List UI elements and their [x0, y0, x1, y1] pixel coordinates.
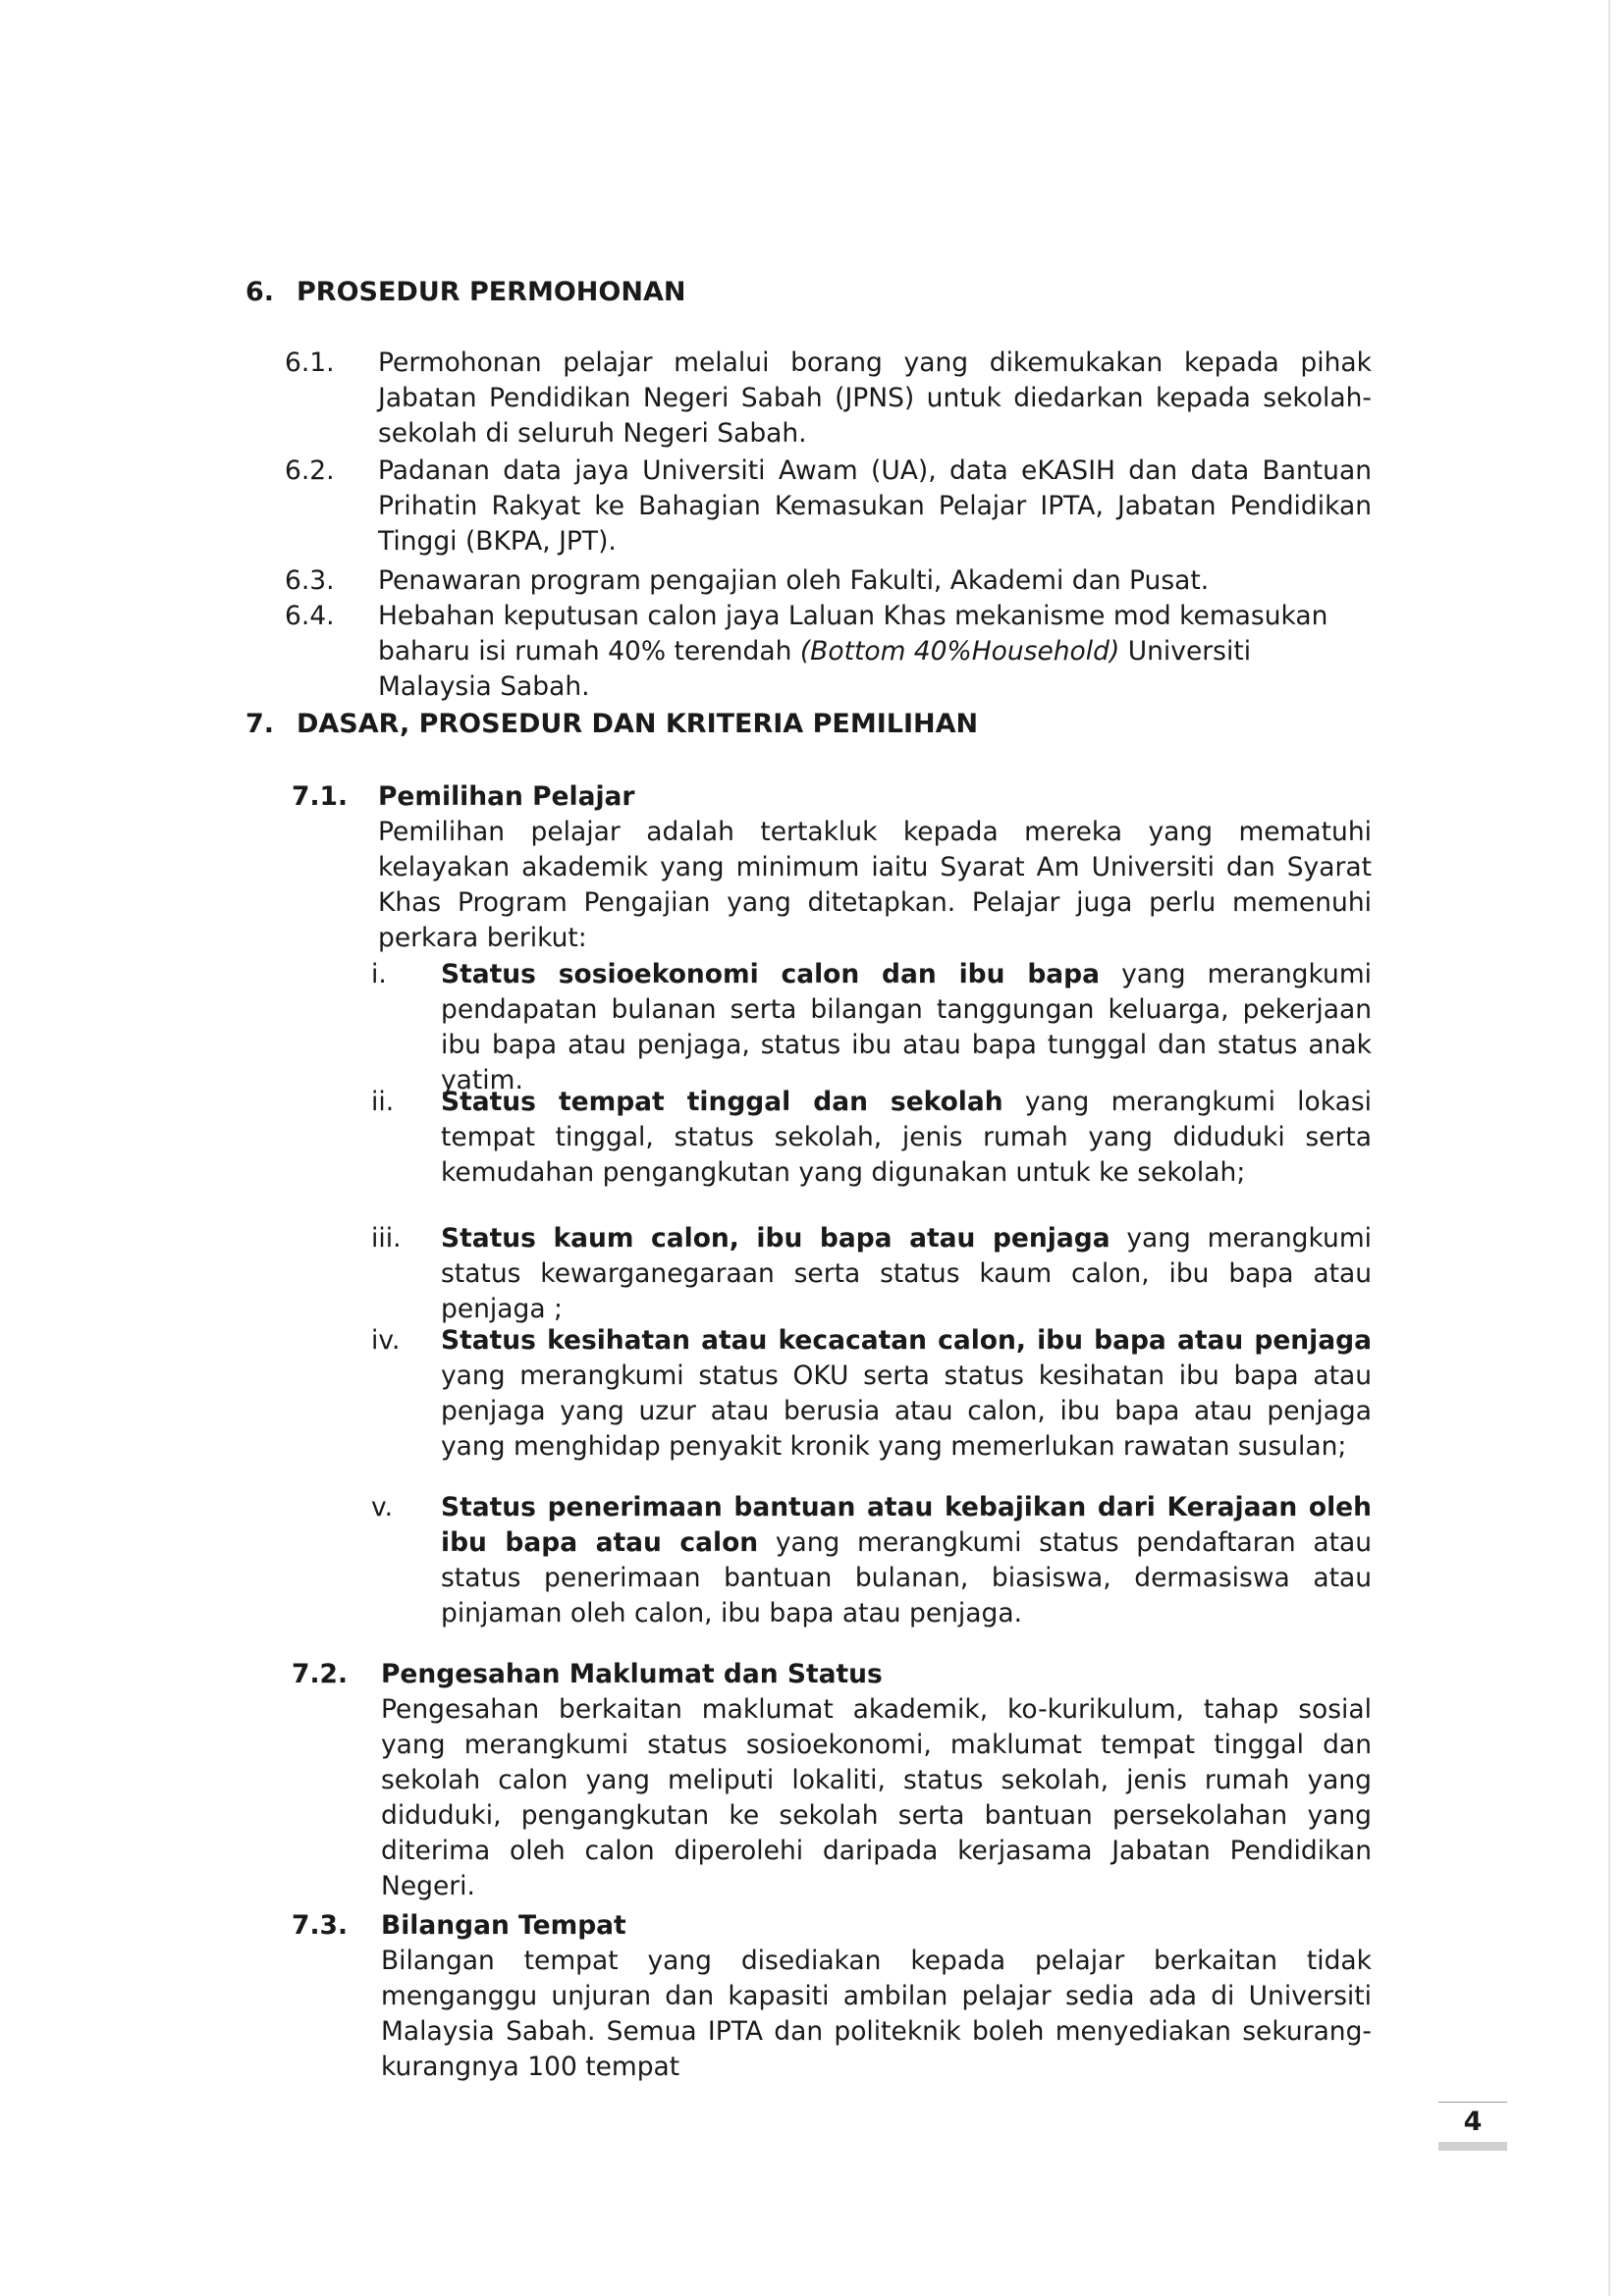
- criteria-iv-body: [441, 1323, 1372, 1465]
- criteria-ii-bold: Status tempat tinggal dan sekolah: [441, 1087, 1003, 1117]
- item-6-4-body: [378, 599, 1372, 705]
- criteria-iii-body: [441, 1221, 1372, 1327]
- criteria-v-body: [441, 1490, 1372, 1631]
- criteria-iii-number: iii.: [371, 1223, 402, 1254]
- criteria-v-rest: yang merangkumi status pendaftaran atau status penerimaan bantuan bulanan, biasiswa, dermasiswa atau pinjaman oleh calon, ibu bapa atau penjaga.: [441, 1527, 1372, 1629]
- section-7-number: 7.: [245, 709, 275, 739]
- criteria-ii-body: [441, 1085, 1372, 1191]
- sub-7-2-number: 7.2.: [292, 1659, 349, 1689]
- criteria-iii-bold: Status kaum calon, ibu bapa atau penjaga: [441, 1223, 1110, 1254]
- criteria-i-text: [441, 957, 1372, 1098]
- item-6-4-number: 6.4.: [285, 601, 335, 631]
- criteria-v-text: [441, 1490, 1372, 1631]
- criteria-v-number: v.: [371, 1492, 394, 1522]
- section-7-heading: [245, 707, 978, 742]
- item-6-2-number: 6.2.: [285, 455, 335, 486]
- criteria-iv-rest: yang merangkumi status OKU serta status kesihatan ibu bapa atau penjaga yang uzur atau berusia atau calon, ibu bapa atau penjaga yang menghidap penyakit kronik yang memerlukan rawatan susulan;: [441, 1361, 1372, 1462]
- page-number-bar: [1438, 2142, 1507, 2151]
- item-6-3-body: Penawaran program pengajian oleh Fakulti, Akademi dan Pusat.: [378, 565, 1210, 596]
- criteria-iii-text: [441, 1221, 1372, 1327]
- item-6-4-text-a: Hebahan keputusan calon jaya Laluan Khas mekanisme mod kemasukan baharu isi rumah 40% terendah: [378, 601, 1328, 667]
- criteria-i-rest: yang merangkumi pendapatan bulanan serta bilangan tanggungan keluarga, pekerjaan ibu bapa atau penjaga, status ibu atau bapa tunggal dan status anak yatim.: [441, 959, 1372, 1095]
- criteria-iii-rest: yang merangkumi status kewarganegaraan serta status kaum calon, ibu bapa atau penjaga ;: [441, 1223, 1372, 1324]
- criteria-ii-rest: yang merangkumi lokasi tempat tinggal, status sekolah, jenis rumah yang diduduki serta kemudahan pengangkutan yang digunakan untuk ke sekolah;: [441, 1087, 1372, 1188]
- section-6-heading: [245, 275, 685, 310]
- item-6-1-number: 6.1.: [285, 347, 335, 378]
- criteria-iv-number: iv.: [371, 1325, 401, 1356]
- criteria-ii-number: ii.: [371, 1087, 395, 1117]
- item-6-4-text-italic: (Bottom 40%Household): [799, 636, 1120, 667]
- page-edge-line: [1608, 0, 1610, 2296]
- sub-7-2-text: Pengesahan berkaitan maklumat akademik, ko-kurikulum, tahap sosial yang merangkumi status sosioekonomi, maklumat tempat tinggal dan sekolah calon yang meliputi lokaliti, status sekolah, jenis rumah yang diduduki, pengangkutan ke sekolah serta bantuan persekolahan yang diterima oleh calon diperolehi daripada kerjasama Jabatan Pendidikan Negeri.: [381, 1694, 1372, 1901]
- sub-7-3-title: Bilangan Tempat: [381, 1910, 626, 1941]
- item-6-3-text: [378, 563, 1372, 599]
- sub-7-3-text: Bilangan tempat yang disediakan kepada pelajar berkaitan tidak menganggu unjuran dan kapasiti ambilan pelajar sedia ada di Universiti Malaysia Sabah. Semua IPTA dan politeknik boleh menyediakan sekurang-kurangnya 100 tempat: [381, 1946, 1372, 2082]
- page-number-box: [1438, 2102, 1507, 2151]
- sub-7-3-number: 7.3.: [292, 1910, 349, 1941]
- sub-7-1-text: Pemilihan pelajar adalah tertakluk kepada mereka yang mematuhi kelayakan akademik yang minimum iaitu Syarat Am Universiti dan Syarat Khas Program Pengajian yang ditetapkan. Pelajar juga perlu memenuhi perkara berikut:: [378, 817, 1372, 953]
- item-6-1-text: [378, 346, 1372, 452]
- criteria-ii-text: [441, 1085, 1372, 1191]
- item-6-3-number: 6.3.: [285, 565, 335, 596]
- criteria-iv-text: [441, 1323, 1372, 1465]
- sub-7-1-block: [378, 779, 1372, 956]
- item-6-2-body: Padanan data jaya Universiti Awam (UA), data eKASIH dan data Bantuan Prihatin Rakyat ke Bahagian Kemasukan Pelajar IPTA, Jabatan Pendidikan Tinggi (BKPA, JPT).: [378, 455, 1372, 557]
- criteria-i-body: [441, 957, 1372, 1098]
- criteria-i-bold: Status sosioekonomi calon dan ibu bapa: [441, 959, 1101, 989]
- section-6-number: 6.: [245, 277, 275, 307]
- sub-7-2-title: Pengesahan Maklumat dan Status: [381, 1659, 883, 1689]
- sub-7-1-title: Pemilihan Pelajar: [378, 781, 635, 812]
- section-6-title: PROSEDUR PERMOHONAN: [297, 277, 686, 307]
- criteria-v-bold: Status penerimaan bantuan atau kebajikan dari Kerajaan oleh ibu bapa atau calon: [441, 1492, 1372, 1558]
- page-number: 4: [1463, 2107, 1483, 2137]
- item-6-1-body: Permohonan pelajar melalui borang yang dikemukakan kepada pihak Jabatan Pendidikan Negeri Sabah (JPNS) untuk diedarkan kepada sekolah-sekolah di seluruh Negeri Sabah.: [378, 347, 1372, 449]
- criteria-i-number: i.: [371, 959, 387, 989]
- sub-7-3-block: [381, 1908, 1372, 2085]
- criteria-iv-bold: Status kesihatan atau kecacatan calon, ibu bapa atau penjaga: [441, 1325, 1372, 1356]
- item-6-2-text: [378, 454, 1372, 560]
- sub-7-2-block: [381, 1657, 1372, 1904]
- page-number-rule: [1438, 2102, 1507, 2103]
- item-6-4-text: [378, 599, 1372, 705]
- section-7-title: DASAR, PROSEDUR DAN KRITERIA PEMILIHAN: [297, 709, 979, 739]
- item-6-4-text-b: Universiti Malaysia Sabah.: [378, 636, 1252, 702]
- sub-7-1-number: 7.1.: [292, 781, 349, 812]
